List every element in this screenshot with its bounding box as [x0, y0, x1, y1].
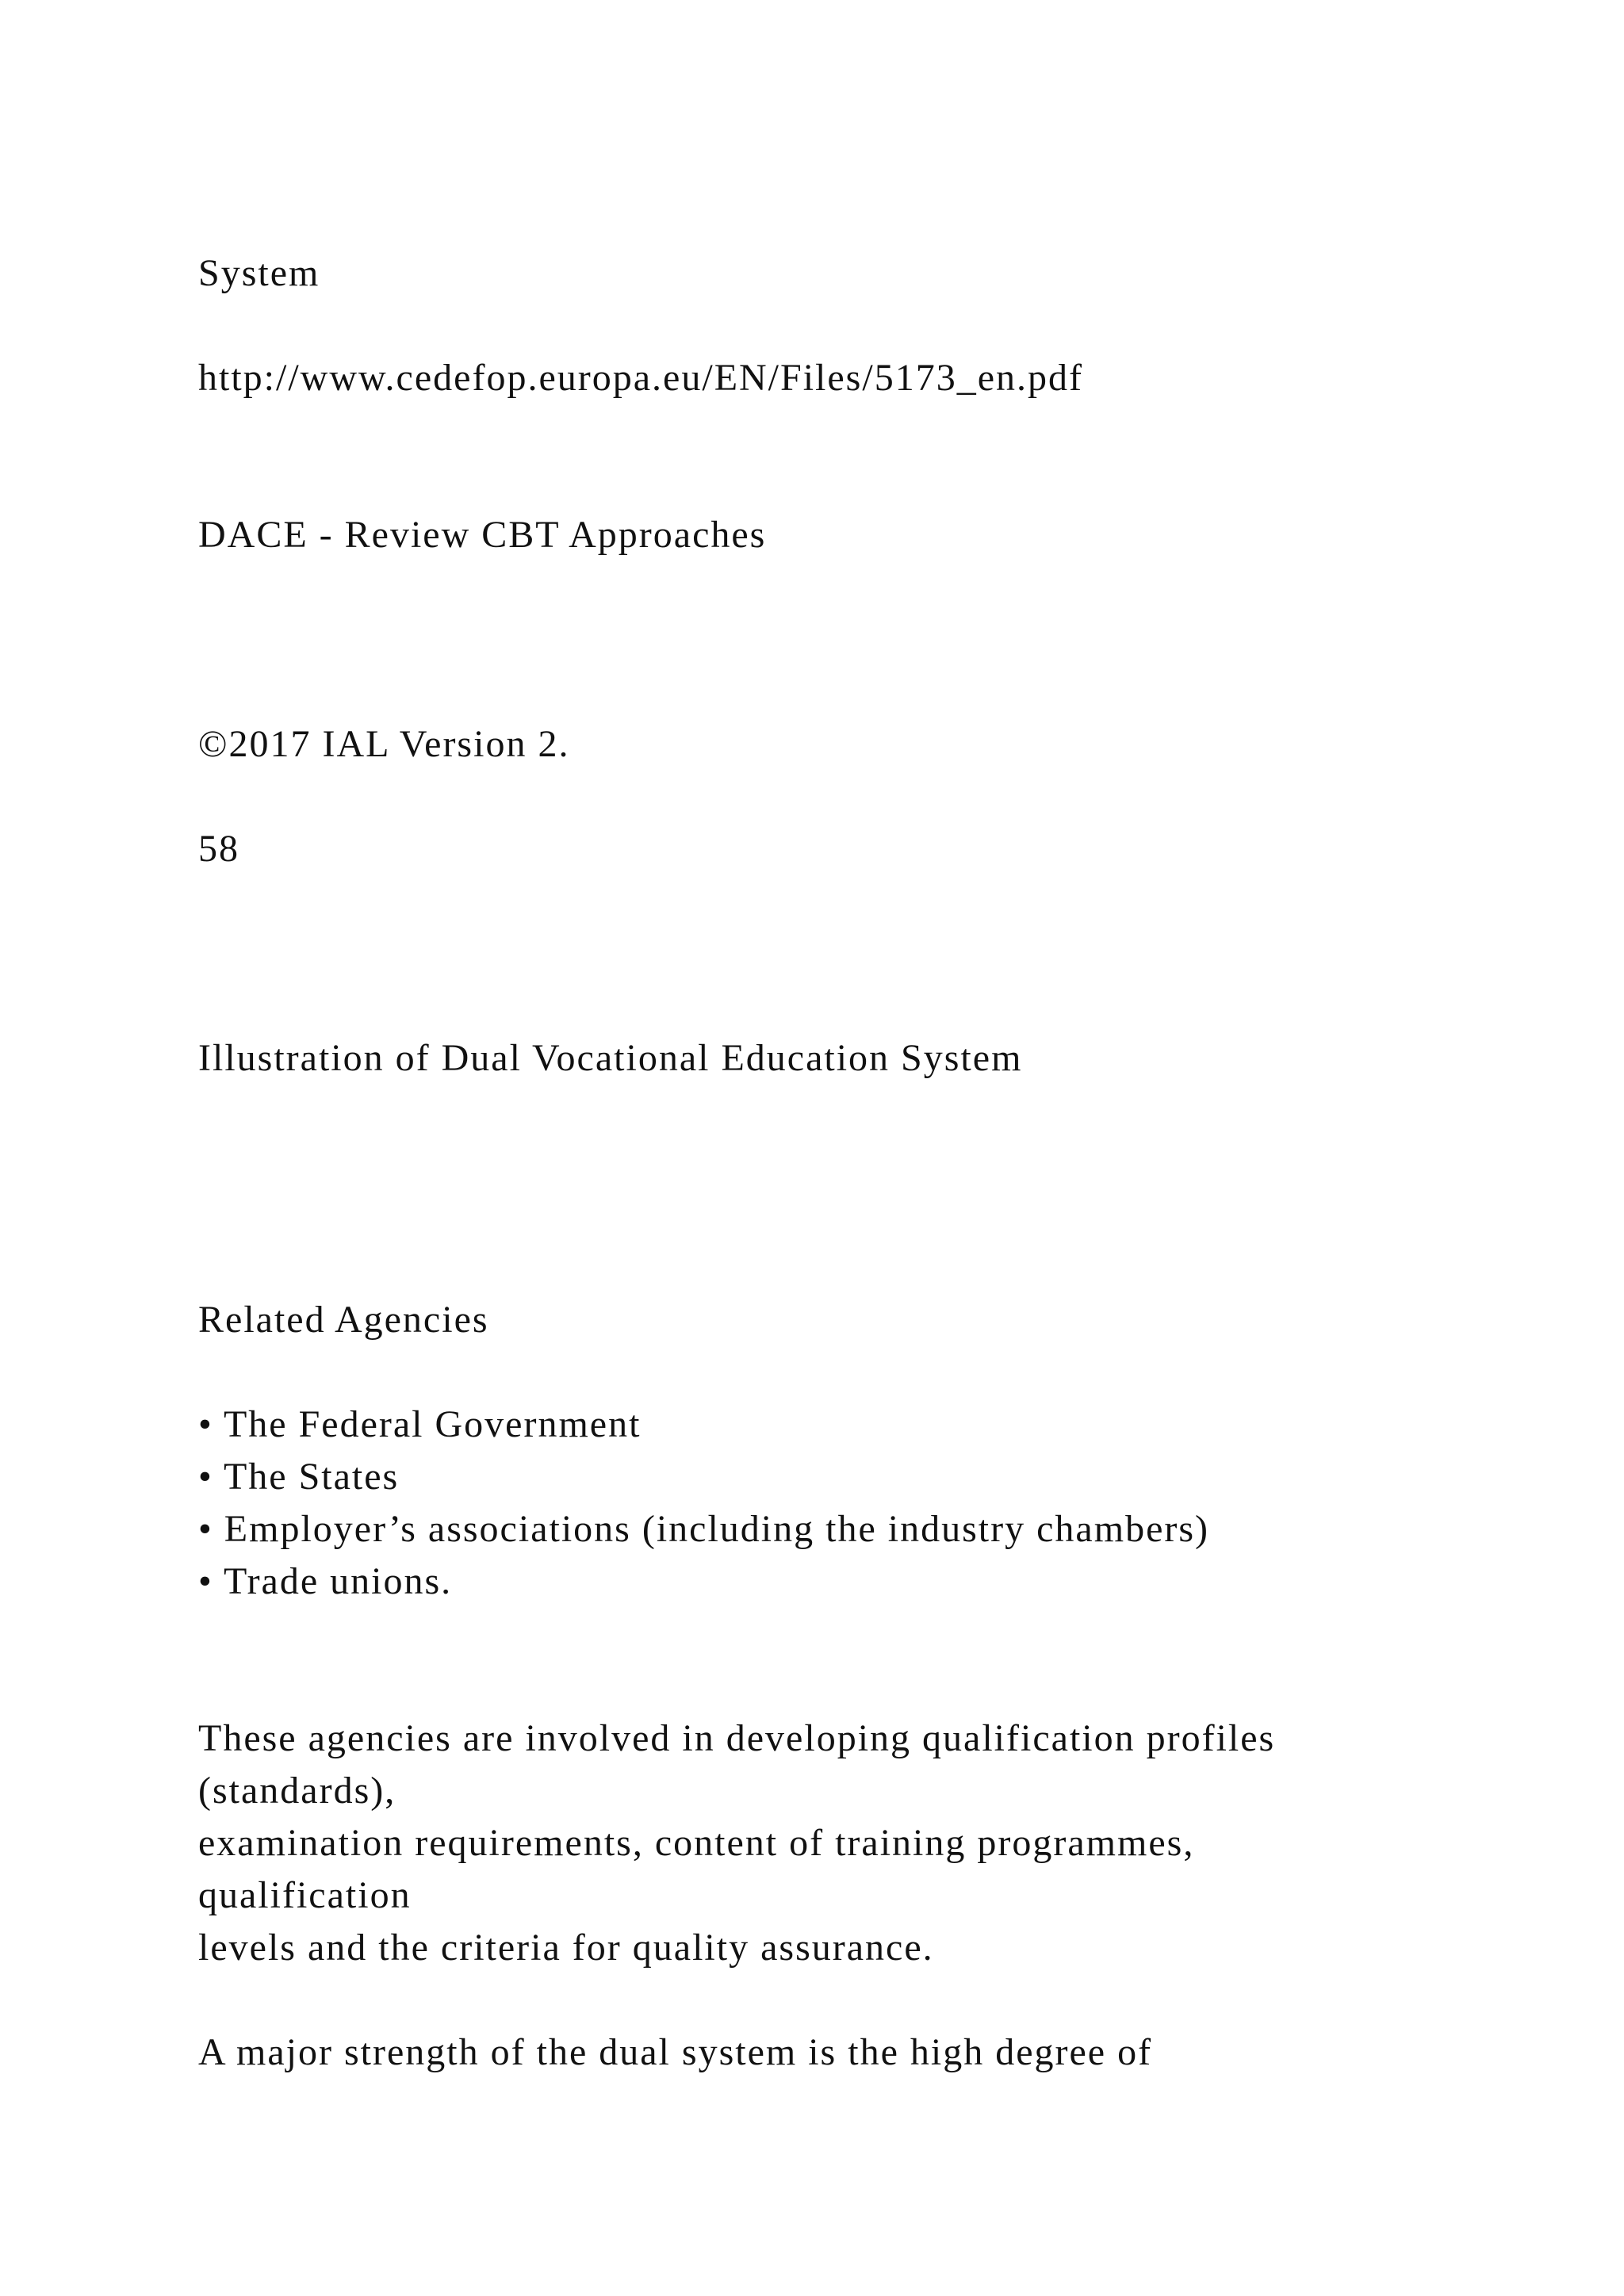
paragraph-line: A major strength of the dual system is the high degree of	[198, 2031, 1153, 2073]
agency-list-item: • Employer’s associations (including the industry chambers)	[198, 1508, 1210, 1550]
illustration-title: Illustration of Dual Vocational Education System	[198, 1037, 1023, 1079]
paragraph-line: (standards),	[198, 1770, 396, 1812]
paragraph-line: examination requirements, content of training programmes,	[198, 1822, 1195, 1864]
paragraph-line: These agencies are involved in developing qualification profiles	[198, 1717, 1276, 1759]
slide-title: DACE - Review CBT Approaches	[198, 514, 767, 556]
paragraph-line: levels and the criteria for quality assurance.	[198, 1927, 934, 1969]
agency-list-item: • Trade unions.	[198, 1560, 453, 1602]
copyright-text: ©2017 IAL Version 2.	[198, 723, 570, 765]
agency-list-item: • The States	[198, 1456, 400, 1498]
agency-list-item: • The Federal Government	[198, 1403, 642, 1445]
source-url: http://www.cedefop.europa.eu/EN/Files/5173_en.pdf	[198, 357, 1083, 399]
page-number: 58	[198, 828, 239, 870]
agencies-heading: Related Agencies	[198, 1299, 489, 1341]
paragraph-line: qualification	[198, 1874, 412, 1916]
header-line: System	[198, 252, 320, 294]
